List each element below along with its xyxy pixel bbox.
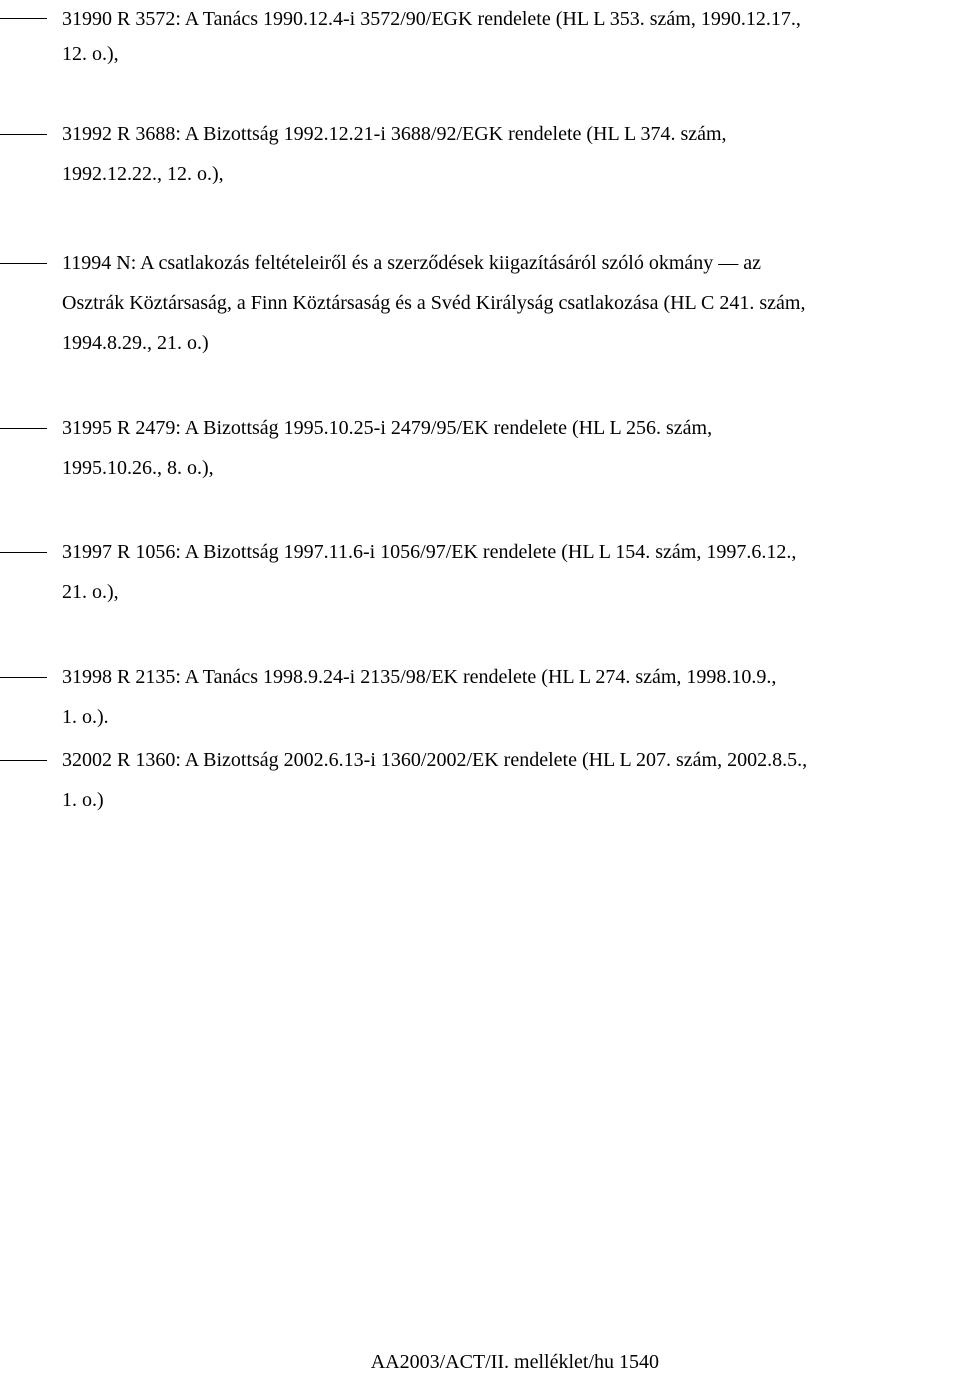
entry-5-line-2: 21. o.),	[62, 581, 119, 603]
entry-5-line-1: 31997 R 1056: A Bizottság 1997.11.6-i 1056/97/EK rendelete (HL L 154. szám, 1997.6.12.,	[62, 541, 797, 563]
entry-7-line-2: 1. o.)	[62, 789, 104, 811]
entry-7-line-1: 32002 R 1360: A Bizottság 2002.6.13-i 1360/2002/EK rendelete (HL L 207. szám, 2002.8.5.,	[62, 749, 808, 771]
em-dash-marker	[0, 760, 47, 761]
entry-4-line-2: 1995.10.26., 8. o.),	[62, 457, 214, 479]
entry-2-line-2: 1992.12.22., 12. o.),	[62, 163, 224, 185]
em-dash-marker	[0, 263, 47, 264]
em-dash-marker	[0, 428, 47, 429]
entry-1-line-1: 31990 R 3572: A Tanács 1990.12.4-i 3572/90/EGK rendelete (HL L 353. szám, 1990.12.17.,	[62, 8, 801, 30]
entry-3-line-1: 11994 N: A csatlakozás feltételeiről és a szerződések kiigazításáról szóló okmány — az	[62, 252, 762, 274]
entry-3-line-3: 1994.8.29., 21. o.)	[62, 332, 209, 354]
entry-3-line-2: Osztrák Köztársaság, a Finn Köztársaság és a Svéd Királyság csatlakozása (HL C 241. szám,	[62, 292, 806, 314]
em-dash-marker	[0, 18, 47, 19]
em-dash-marker	[0, 134, 47, 135]
footer-reference: AA2003/ACT/II. melléklet/hu 1540	[370, 1351, 659, 1373]
page-footer	[0, 1345, 960, 1379]
entry-4-line-1: 31995 R 2479: A Bizottság 1995.10.25-i 2479/95/EK rendelete (HL L 256. szám,	[62, 417, 713, 439]
entry-2-line-1: 31992 R 3688: A Bizottság 1992.12.21-i 3688/92/EGK rendelete (HL L 374. szám,	[62, 123, 727, 145]
entry-1-line-2: 12. o.),	[62, 43, 119, 65]
entry-6-line-2: 1. o.).	[62, 706, 109, 728]
em-dash-marker	[0, 552, 47, 553]
em-dash-marker	[0, 677, 47, 678]
entry-6-line-1: 31998 R 2135: A Tanács 1998.9.24-i 2135/98/EK rendelete (HL L 274. szám, 1998.10.9.,	[62, 666, 777, 688]
